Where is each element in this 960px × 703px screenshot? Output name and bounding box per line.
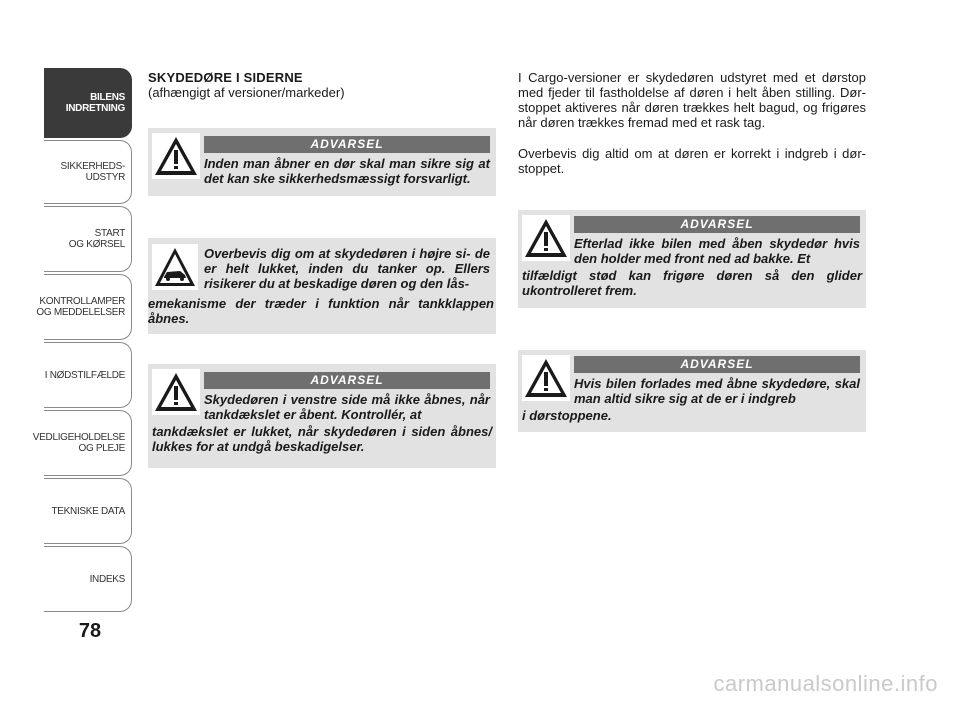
warning-text-indented: Efterlad ikke bilen med åben skydedør hvis den holder med front ned ad bakke. Et	[574, 236, 860, 266]
warning-label: ADVARSEL	[204, 136, 490, 153]
warning-text-full: tilfældigt stød kan frigøre døren så den glider ukontrolleret frem.	[522, 268, 862, 298]
page-number: 78	[78, 620, 102, 642]
tab-vedligeholdelse[interactable]: VEDLIGEHOLDELSE OG PLEJE	[44, 410, 132, 476]
warning-triangle-icon	[522, 215, 570, 261]
warning-text-full: i dørstoppene.	[522, 408, 612, 423]
note-text-indented: Overbevis dig om at skydedøren i højre si- de er helt lukket, inden du tanker op. Ellers risikerer du at beskadige døren og den lås-	[204, 246, 490, 291]
warning-triangle-icon	[522, 355, 570, 401]
warning-box-2	[148, 364, 496, 468]
paragraph-cargo: I Cargo-versioner er skydedøren udstyret med et dørstop med fjeder til fastholdelse af døren i helt åben stilling. Dør- stoppet aktiveres når døren trækkes helt bagud, og frigøres når døren trækkes fremad med et rask tag.	[518, 70, 866, 130]
watermark: carmanualsonline.info	[713, 671, 938, 696]
warning-label: ADVARSEL	[574, 356, 860, 373]
section-heading: SKYDEDØRE I SIDERNE	[148, 70, 303, 85]
warning-box-4	[518, 350, 866, 432]
warning-label: ADVARSEL	[204, 372, 490, 389]
warning-triangle-icon	[152, 133, 200, 179]
tab-kontrollamper[interactable]: KONTROLLAMPER OG MEDDELELSER	[44, 274, 132, 340]
warning-box-1	[148, 128, 496, 196]
warning-text-full: tankdækslet er lukket, når skydedøren i siden åbnes/ lukkes for at undgå beskadigelser.	[152, 424, 492, 454]
warning-text-indented: Hvis bilen forlades med åbne skydedøre, skal man altid sikre sig at de er i indgreb	[574, 376, 860, 406]
section-subheading: (afhængigt af versioner/markeder)	[148, 85, 345, 100]
paragraph-check: Overbevis dig altid om at døren er korrekt i indgreb i dør- stoppet.	[518, 146, 866, 176]
tab-indeks[interactable]: INDEKS	[44, 546, 132, 612]
tab-bilens-indretning[interactable]: BILENS INDRETNING	[44, 68, 132, 138]
tab-tekniske-data[interactable]: TEKNISKE DATA	[44, 478, 132, 544]
warning-text: Inden man åbner en dør skal man sikre sig at det kan ske sikkerhedsmæssigt forsvarligt.	[204, 156, 490, 186]
note-text-full: emekanisme der træder i funktion når tankklappen åbnes.	[148, 296, 494, 326]
note-box	[148, 238, 496, 334]
tab-i-nodstilfaelde[interactable]: I NØDSTILFÆLDE	[44, 342, 132, 408]
warning-label: ADVARSEL	[574, 216, 860, 233]
warning-text-indented: Skydedøren i venstre side må ikke åbnes, når tankdækslet er åbent. Kontrollér, at	[204, 392, 490, 422]
tab-start-og-korsel[interactable]: START OG KØRSEL	[44, 206, 132, 272]
car-info-icon	[152, 244, 198, 290]
warning-box-3	[518, 210, 866, 308]
warning-triangle-icon	[152, 369, 200, 415]
tab-sikkerhedsudstyr[interactable]: SIKKERHEDS- UDSTYR	[44, 140, 132, 204]
